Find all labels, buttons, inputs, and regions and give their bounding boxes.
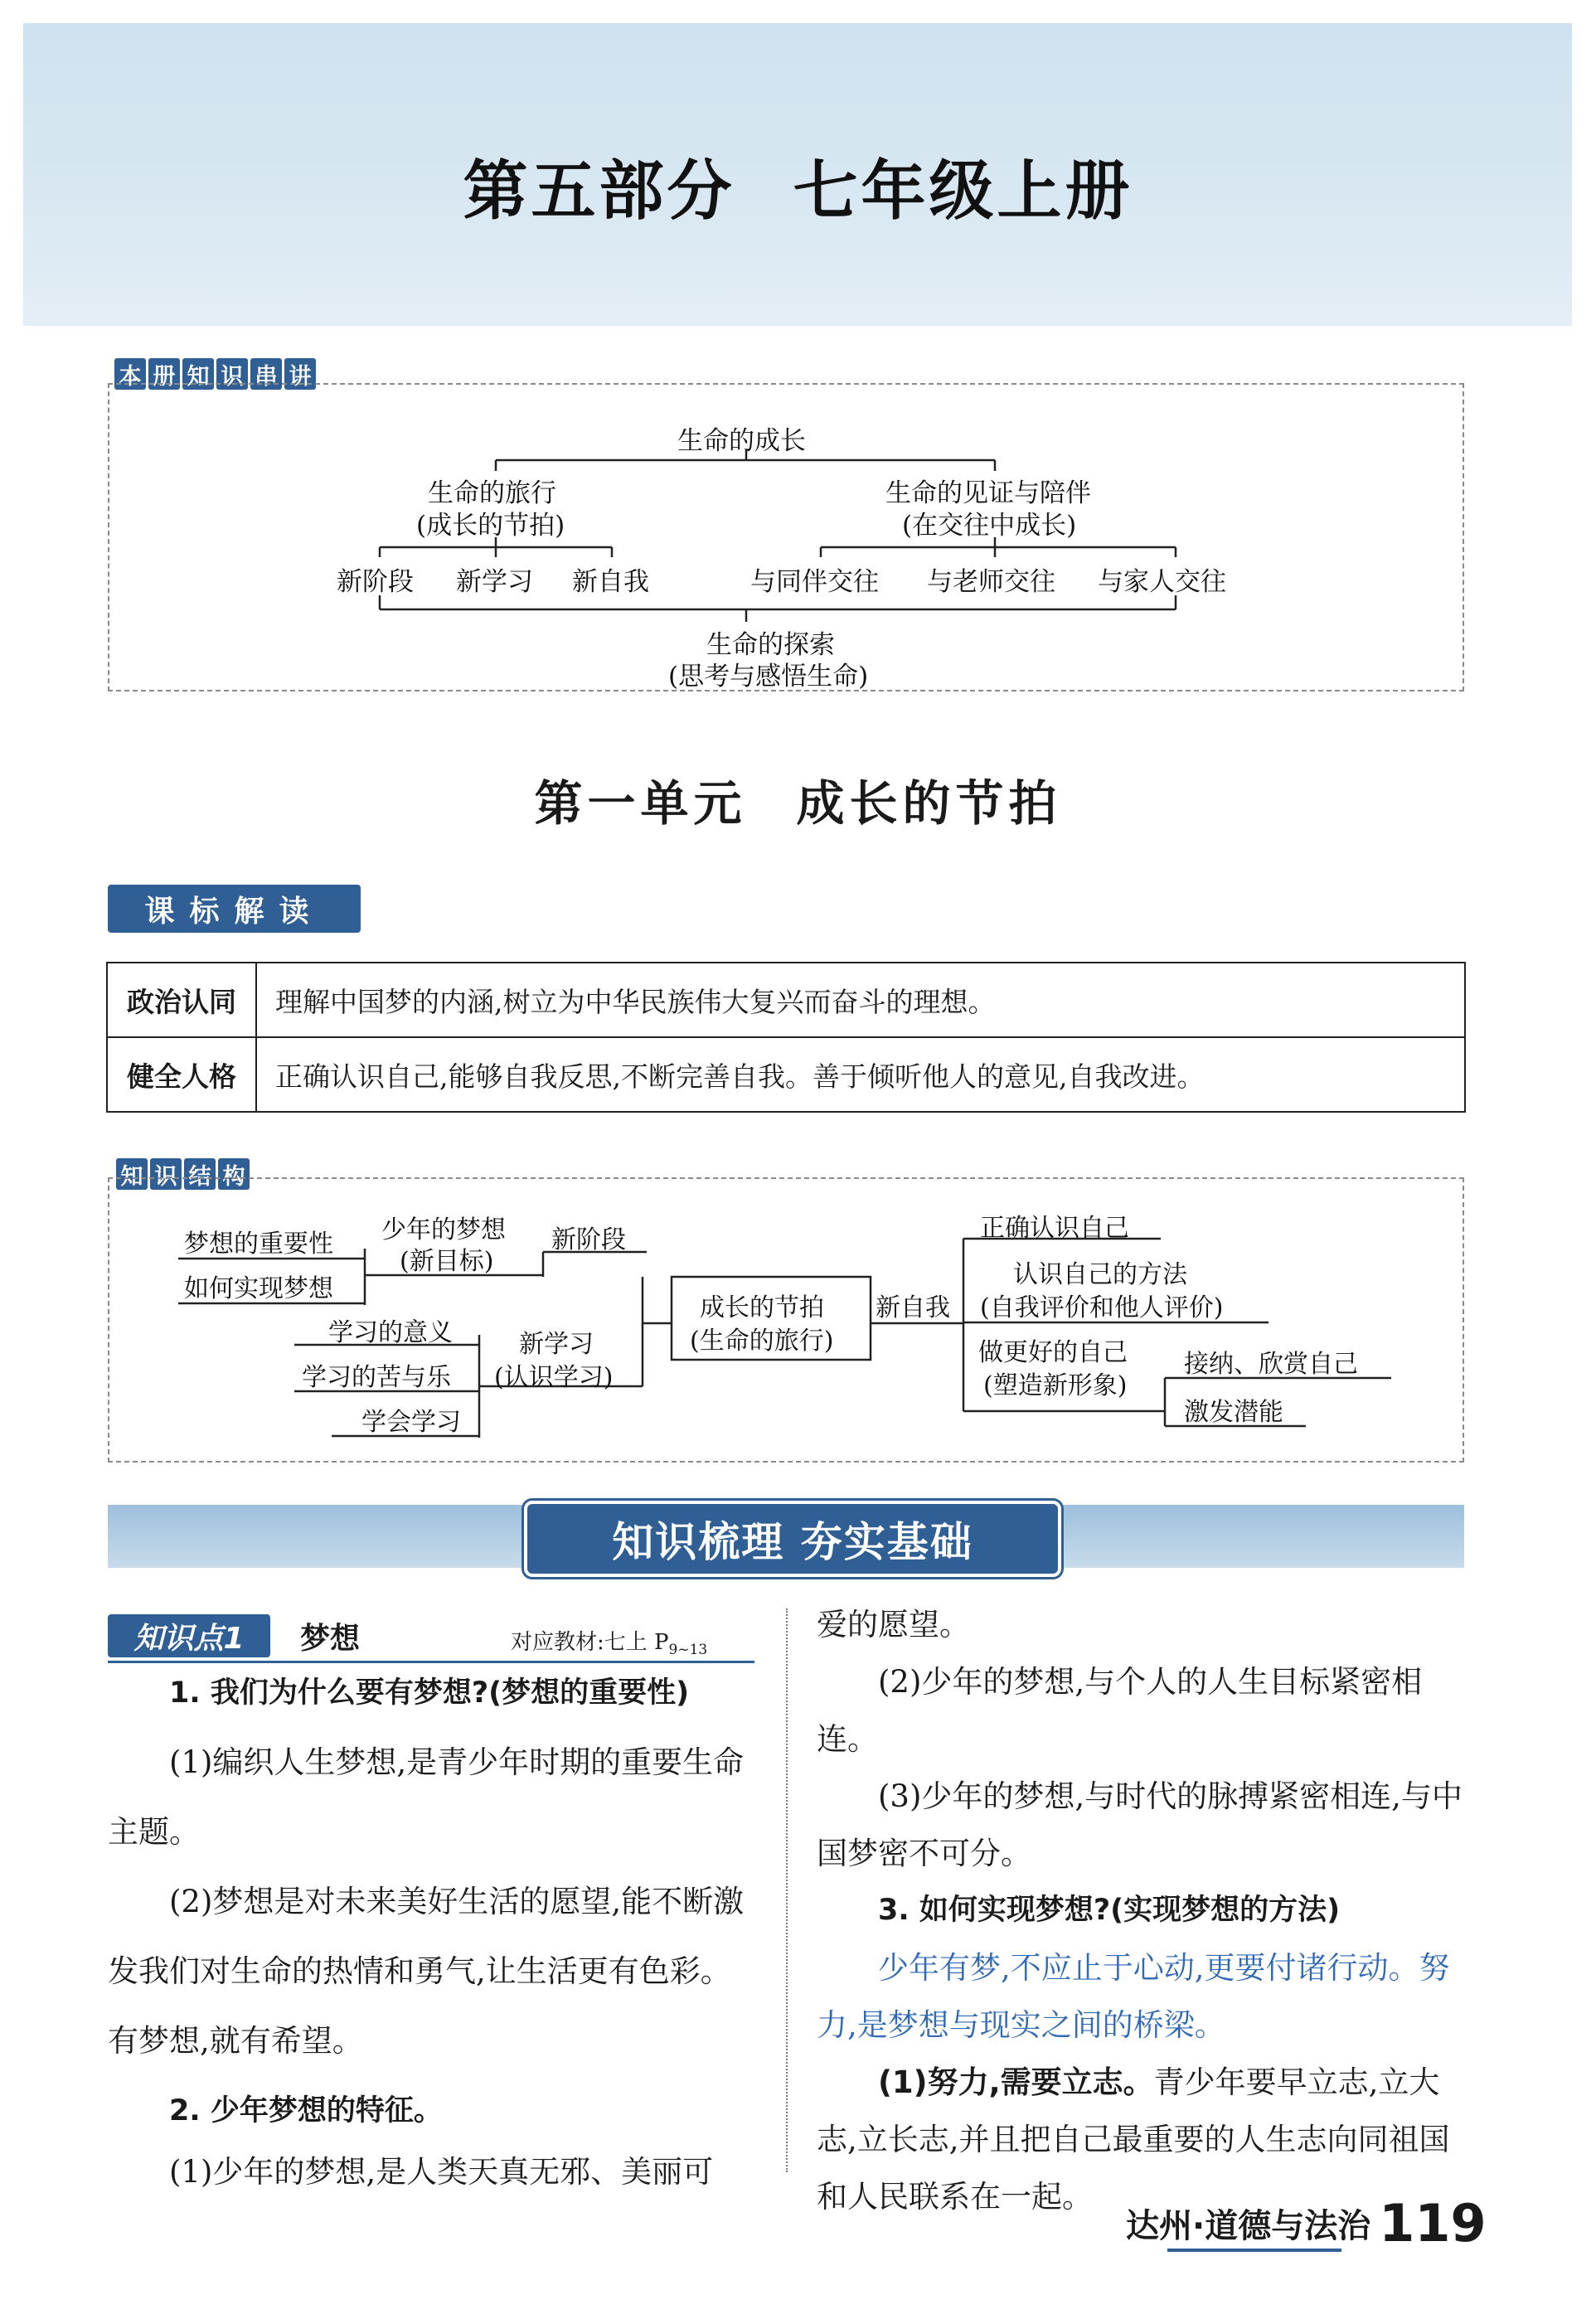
- paragraph: (1)编织人生梦想,是青少年时期的重要生命主题。: [108, 1744, 745, 1850]
- structure-tag-char: 知: [116, 1158, 148, 1190]
- paragraph: (1)少年的梦想,是人类天真无邪、美丽可: [169, 2154, 714, 2190]
- struct-self-leaf: 认识自己的方法: [1013, 1260, 1187, 1289]
- overview-tag-char: 串: [250, 358, 282, 390]
- struct-better-leaf: 激发潜能: [1184, 1398, 1283, 1427]
- paragraph: 爱的愿望。: [817, 1607, 970, 1642]
- ref-text: 对应教材:七上 P: [511, 1630, 669, 1655]
- struct-study: 新学习: [519, 1330, 594, 1359]
- textbook-reference: [511, 1625, 707, 1658]
- struct-study-leaf: 学会学习: [361, 1408, 461, 1437]
- structure-tag-char: 构: [218, 1158, 250, 1190]
- tree-bottom-title: 生命的探索: [706, 630, 835, 660]
- overview-tag-char: 本: [114, 358, 146, 390]
- struct-self-leaf: (自我评价和他人评价): [980, 1293, 1224, 1322]
- left-column: [108, 1658, 756, 2199]
- struct-center-sub: (生命的旅行): [690, 1327, 834, 1356]
- struct-dream-sub: (新目标): [400, 1247, 494, 1276]
- right-column: [817, 1596, 1472, 2225]
- question-3: 3. 如何实现梦想?(实现梦想的方法): [878, 1894, 1341, 1927]
- paragraph: (2)梦想是对未来美好生活的愿望,能不断激发我们对生命的热情和勇气,让生活更有色彩。有梦想,就有希望。: [108, 1884, 745, 2059]
- paragraph-lead: (1)努力,需要立志。: [878, 2064, 1154, 2100]
- struct-better-leaf: 接纳、欣赏自己: [1184, 1350, 1358, 1379]
- struct-self: 新自我: [876, 1293, 950, 1322]
- struct-self-leaf: 正确认识自己: [980, 1214, 1129, 1243]
- struct-stage: 新阶段: [551, 1225, 626, 1254]
- tree-leaf: 与同伴交往: [750, 567, 879, 597]
- struct-self-leaf: 做更好的自己: [978, 1338, 1128, 1367]
- paragraph: (2)少年的梦想,与个人的人生目标紧密相连。: [817, 1664, 1423, 1757]
- struct-dream: 少年的梦想: [381, 1215, 506, 1244]
- struct-dream-leaf: 梦想的重要性: [184, 1230, 333, 1259]
- curriculum-tag: 课标解读: [108, 885, 361, 933]
- overview-tag-char: 识: [216, 358, 248, 390]
- table-key: 健全人格: [107, 1037, 256, 1112]
- knowledge-point-title: 梦想: [300, 1622, 361, 1656]
- page-footer: [1126, 2193, 1487, 2254]
- struct-study-sub: (认识学习): [494, 1363, 614, 1392]
- paragraph-body: 青少年要早立志,立大志,立长志,并且把自己最重要的人生志向同祖国和人民联系在一起。: [817, 2064, 1450, 2215]
- paragraph: (3)少年的梦想,与时代的脉搏紧密相连,与中国梦密不可分。: [817, 1778, 1463, 1871]
- tree-left-title: 生命的旅行: [428, 478, 556, 508]
- question-2: 2. 少年梦想的特征。: [169, 2094, 443, 2127]
- struct-self-leaf: (塑造新形象): [983, 1371, 1128, 1400]
- book-label: 七年级上册: [793, 153, 1133, 229]
- overview-tag-char: 册: [148, 358, 180, 390]
- tree-leaf: 新阶段: [337, 567, 414, 597]
- structure-tag-char: 识: [150, 1158, 182, 1190]
- tree-left-sub: (成长的节拍): [416, 511, 565, 541]
- tree-leaf: 与家人交往: [1098, 567, 1226, 597]
- table-key: 政治认同: [107, 963, 256, 1037]
- footer-label: 达州·道德与法治: [1126, 2207, 1371, 2245]
- tree-leaf: 与老师交往: [927, 567, 1055, 597]
- footer-underline: [1167, 2249, 1341, 2252]
- table-value: 理解中国梦的内涵,树立为中华民族伟大复兴而奋斗的理想。: [256, 963, 1465, 1037]
- struct-center: 成长的节拍: [700, 1293, 824, 1322]
- overview-tag-char: 讲: [284, 358, 316, 390]
- tree-right-title: 生命的见证与陪伴: [885, 478, 1091, 508]
- struct-dream-leaf: 如何实现梦想: [184, 1274, 333, 1303]
- knowledge-point-label: 知识点1: [108, 1614, 270, 1657]
- column-divider: [786, 1608, 788, 2172]
- tree-right-sub: (在交往中成长): [902, 511, 1077, 541]
- unit-number: 第一单元: [534, 775, 747, 832]
- structure-tag-char: 结: [184, 1158, 216, 1190]
- tree-bottom-sub: (思考与感悟生命): [668, 662, 869, 691]
- ref-pages: 9~13: [668, 1642, 708, 1659]
- overview-tag-char: 知: [182, 358, 214, 390]
- page-number: 119: [1379, 2193, 1487, 2254]
- highlight-paragraph: 少年有梦,不应止于心动,更要付诸行动。努力,是梦想与现实之间的桥梁。: [817, 1950, 1450, 2043]
- question-1: 1. 我们为什么要有梦想?(梦想的重要性): [169, 1676, 690, 1710]
- unit-title: 成长的节拍: [796, 775, 1062, 832]
- struct-study-leaf: 学习的苦与乐: [302, 1363, 451, 1392]
- tree-leaf: 新学习: [456, 567, 533, 597]
- tree-leaf: 新自我: [572, 567, 649, 597]
- section-title: 知识梳理 夯实基础: [524, 1501, 1061, 1577]
- struct-study-leaf: 学习的意义: [328, 1318, 453, 1347]
- table-value: 正确认识自己,能够自我反思,不断完善自我。善于倾听他人的意见,自我改进。: [256, 1037, 1465, 1112]
- part-label: 第五部分: [463, 153, 735, 229]
- tree-root: 生命的成长: [677, 426, 806, 456]
